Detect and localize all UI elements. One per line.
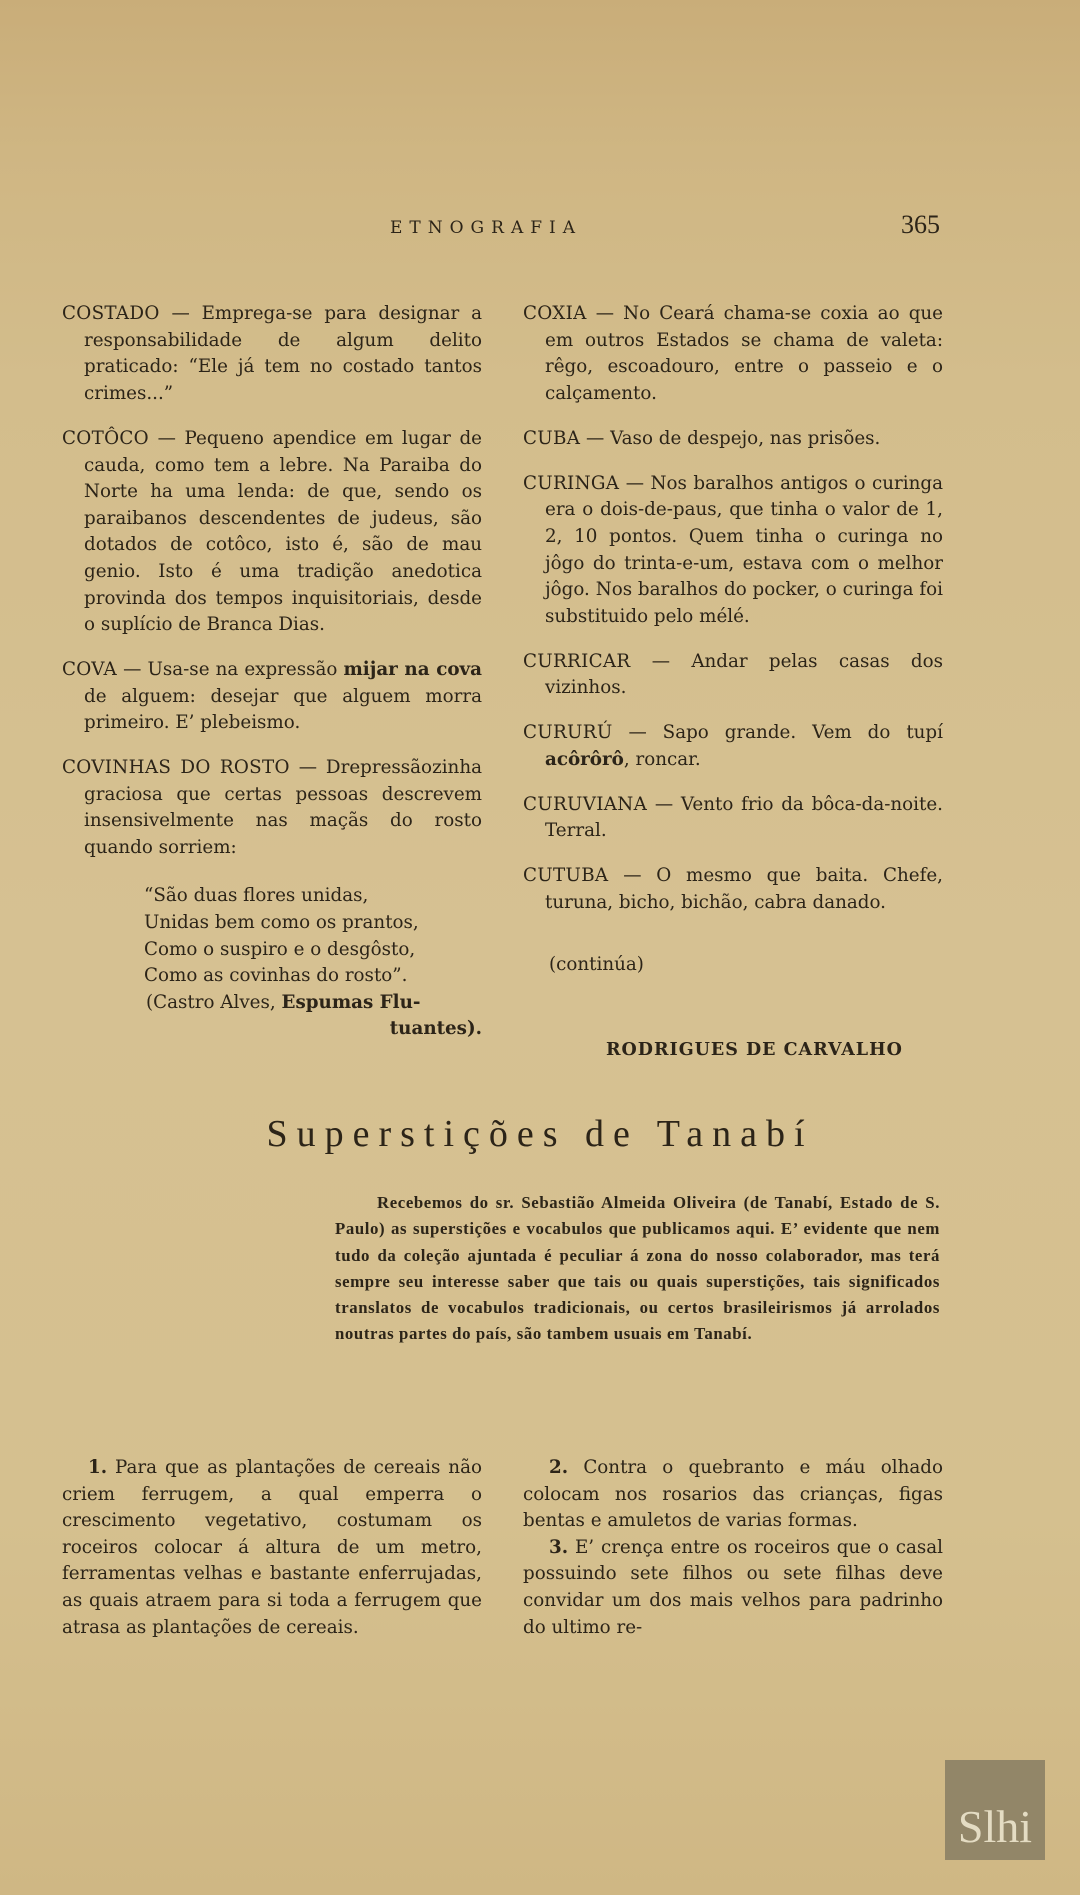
glossary-entry — [523, 863, 943, 916]
entry-term: COSTADO — [62, 303, 160, 325]
glossary-entry — [62, 301, 482, 407]
item-text: E’ crença entre os roceiros que o casal possuindo sete filhos ou sete filhas deve convidar um dos mais velhos para padrinho do ultimo re- — [523, 1536, 943, 1638]
verse-line: Como as covinhas do rosto”. — [144, 965, 408, 987]
citation-work-end: tuantes). — [389, 1018, 482, 1040]
author-signature: RODRIGUES DE CARVALHO — [606, 1039, 903, 1060]
item-text: Para que as plantações de cereais não criem ferrugem, a qual emperra o crescimento vegetativo, costumam os roceiros colocar á altura de um metro, ferramentas velhas e bastante enferrujadas, as quais atraem para si toda a ferrugem que atrasa as plantações de cereais. — [62, 1457, 482, 1638]
item-number: 1. — [88, 1457, 108, 1478]
entry-text: , roncar. — [623, 748, 701, 770]
entry-term: CUBA — [523, 427, 581, 449]
entry-term: COTÔCO — [62, 427, 149, 449]
glossary-column-right — [523, 283, 943, 1064]
entry-term: CUTUBA — [523, 865, 609, 887]
watermark-text: Slhi — [957, 1801, 1033, 1852]
entry-term: COVINHAS DO ROSTO — [62, 757, 290, 779]
entry-text: de alguem: desejar que alguem morra primeiro. E’ plebeismo. — [84, 685, 482, 734]
glossary-entry — [62, 755, 482, 861]
entry-bold-phrase: mijar na cova — [343, 659, 482, 681]
entry-term: CURINGA — [523, 472, 620, 494]
verse-citation — [146, 990, 482, 1017]
entry-text: — Drepressãozinha graciosa que certas pessoas descrevem insensivelmente nas maçãs do rosto quando sorriem: — [84, 757, 482, 858]
glossary-entry — [523, 426, 943, 453]
entry-text: — O mesmo que baita. Chefe, turuna, bicho, bichão, cabra danado. — [545, 865, 943, 913]
verse-line: “São duas flores unidas, — [144, 885, 369, 907]
numbered-item — [523, 1535, 943, 1641]
numbered-item — [523, 1455, 943, 1535]
glossary-entry — [523, 720, 943, 773]
glossary-entry — [523, 792, 943, 845]
citation-work: Espumas Flu- — [281, 991, 421, 1013]
glossary-entry — [523, 301, 943, 407]
glossary-column-left — [62, 283, 482, 1043]
items-column-right — [523, 1455, 943, 1641]
entry-term: CURUVIANA — [523, 793, 648, 815]
entry-text: — No Ceará chama-se coxia ao que em outros Estados se chama de valeta: rêgo, escoadouro, entre o passeio e o calçamento. — [545, 303, 943, 405]
verse-line: Como o suspiro e o desgôsto, — [144, 938, 416, 960]
section-title: Superstições de Tanabí — [266, 1113, 814, 1155]
citation-author: (Castro Alves, — [146, 991, 282, 1013]
entry-text: — Nos baralhos antigos o curinga era o dois-de-paus, que tinha o valor de 1, 2, 10 pontos. Quem tinha o curinga no jôgo do trinta-e-um, estava com o melhor jôgo. Nos baralhos do pocker, o curinga foi substituido pelo mélé. — [545, 472, 943, 627]
entry-text: — Emprega-se para designar a responsabilidade de algum delito praticado: “Ele já tem no costado tantos crimes...” — [84, 303, 482, 405]
item-number: 2. — [549, 1457, 569, 1478]
entry-text: — Vento frio da bôca-da-noite. Terral. — [545, 793, 943, 842]
verse-quote — [144, 883, 482, 1043]
running-title: ETNOGRAFIA — [390, 218, 583, 238]
item-number: 3. — [549, 1536, 569, 1558]
entry-term: COXIA — [523, 303, 587, 325]
items-column-left — [62, 1455, 482, 1641]
page-number: 365 — [901, 210, 940, 239]
glossary-entry — [62, 426, 482, 639]
item-text: Contra o quebranto e máu olhado colocam nos rosarios das crianças, figas bentas e amuletos de varias formas. — [523, 1457, 943, 1532]
running-head — [390, 210, 940, 240]
entry-bold-phrase: acôrôrô — [545, 748, 624, 770]
glossary-entry — [523, 649, 943, 702]
intro-paragraph: Recebemos do sr. Sebastião Almeida Oliveira (de Tanabí, Estado de S. Paulo) as superstições e vocabulos que publicamos aqui. E’ evidente que nem tudo da coleção ajuntada é peculiar á zona do nosso colaborador, mas terá sempre seu interesse saber que tais ou quais superstições, tais significados translatos de vocabulos tradicionais, ou certos brasileirismos já arrolados noutras partes do país, são tambem usuais em Tanabí. — [335, 1193, 940, 1344]
entry-text: — Usa-se na expressão — [117, 659, 344, 681]
entry-text: — Pequeno apendice em lugar de cauda, como tem a lebre. Na Paraiba do Norte ha uma lenda: de que, sendo os paraibanos descendentes de judeus, são dotados de cotôco, isto é, são de mau genio. Isto é uma tradição anedotica provinda dos tempos inquisitoriais, desde o suplício de Branca Dias. — [84, 427, 482, 636]
entry-term: COVA — [62, 659, 118, 681]
entry-text: — Andar pelas casas dos vizinhos. — [545, 650, 943, 699]
entry-term: CURURÚ — [523, 722, 613, 744]
glossary-entry — [62, 657, 482, 737]
numbered-item — [62, 1455, 482, 1641]
verse-citation-end — [144, 1016, 482, 1043]
entry-text: — Vaso de despejo, nas prisões. — [580, 427, 881, 449]
glossary-entry — [523, 471, 943, 631]
entry-text: — Sapo grande. Vem do tupí — [612, 722, 943, 744]
section-intro — [335, 1190, 940, 1348]
entry-term: CURRICAR — [523, 650, 631, 672]
watermark-logo — [945, 1760, 1045, 1860]
verse-line: Unidas bem como os prantos, — [144, 912, 419, 934]
continued-note: (continúa) — [549, 954, 644, 976]
